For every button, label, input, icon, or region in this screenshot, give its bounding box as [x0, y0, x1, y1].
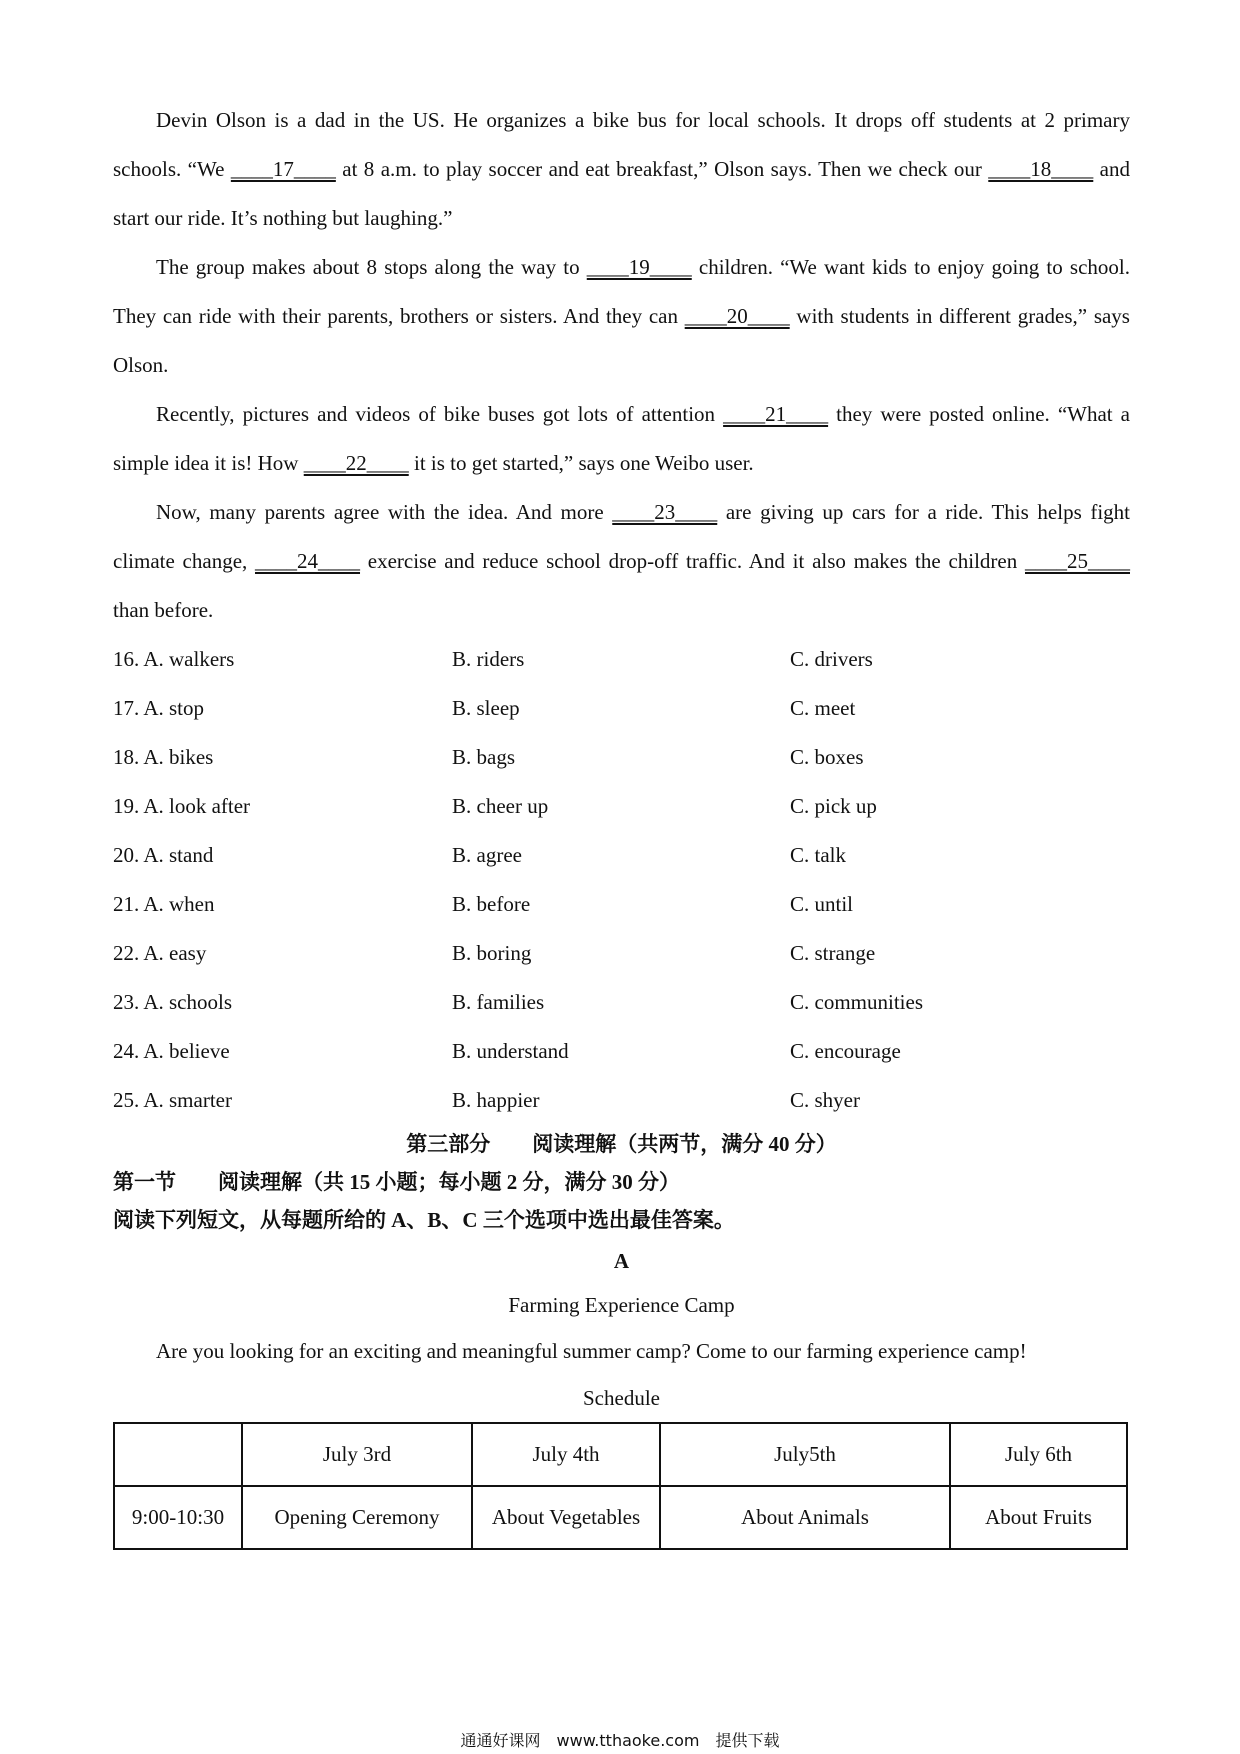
text: The group makes about 8 stops along the way to [156, 255, 587, 279]
option-row [113, 880, 1130, 929]
blank-20: ____20____ [684, 304, 790, 328]
option-row [113, 782, 1130, 831]
passage-paragraph-3 [113, 390, 1130, 488]
table-cell: Opening Ceremony [242, 1486, 472, 1549]
option-b: B. happier [452, 1088, 540, 1112]
blank-25: ____25____ [1025, 549, 1130, 573]
option-a: 16. A. walkers [113, 647, 235, 671]
table-header-cell [114, 1423, 242, 1486]
text: children. “We want kids to enjoy going to school. They can ride with their parents, brothers or sisters. And they can [113, 255, 1130, 328]
option-a: 17. A. stop [113, 696, 205, 720]
camp-intro: Are you looking for an exciting and meaningful summer camp? Come to our farming experience camp! [156, 1339, 1027, 1363]
option-row [113, 684, 1130, 733]
blank-23: ____23____ [612, 500, 718, 524]
option-c: C. pick up [790, 794, 877, 818]
text: than before. [113, 598, 214, 622]
option-a: 20. A. stand [113, 843, 214, 867]
option-a: 19. A. look after [113, 794, 251, 818]
option-c: C. encourage [790, 1039, 901, 1063]
blank-18: ____18____ [988, 157, 1094, 181]
instruction: 阅读下列短文，从每题所给的 A、B、C 三个选项中选出最佳答案。 [113, 1208, 735, 1232]
blank-19: ____19____ [586, 255, 692, 279]
option-b: B. understand [452, 1039, 569, 1063]
option-c: C. strange [790, 941, 876, 965]
schedule-table [113, 1422, 1128, 1550]
option-a: 23. A. schools [113, 990, 233, 1014]
text: Recently, pictures and videos of bike buses got lots of attention [156, 402, 724, 426]
table-header-row [114, 1423, 1127, 1486]
blank-24: ____24____ [255, 549, 361, 573]
option-b: B. families [452, 990, 545, 1014]
passage-paragraph-4 [113, 488, 1130, 635]
option-b: B. sleep [452, 696, 520, 720]
option-a: 21. A. when [113, 892, 215, 916]
text: Devin Olson is a dad in the US. He organizes a bike bus for local schools. It drops off students at 2 primary schools. “We [113, 108, 1130, 181]
option-row [113, 831, 1130, 880]
option-row [113, 1076, 1130, 1125]
table-cell: 9:00-10:30 [114, 1486, 242, 1549]
option-c: C. drivers [790, 647, 873, 671]
passage-paragraph-1 [113, 96, 1130, 243]
camp-title: Farming Experience Camp [508, 1293, 735, 1317]
blank-17: ____17____ [230, 157, 336, 181]
table-header-cell: July5th [660, 1423, 950, 1486]
text: exercise and reduce school drop-off traffic. And it also makes the children [360, 549, 1025, 573]
part3-title: 第三部分 阅读理解（共两节，满分 40 分） [406, 1132, 837, 1156]
option-b: B. cheer up [452, 794, 549, 818]
text: Now, many parents agree with the idea. And more [156, 500, 613, 524]
text: at 8 a.m. to play soccer and eat breakfast,” Olson says. Then we check our [335, 157, 989, 181]
document-page [113, 96, 1130, 1550]
option-b: B. bags [452, 745, 515, 769]
option-b: B. agree [452, 843, 522, 867]
table-row [114, 1486, 1127, 1549]
option-c: C. until [790, 892, 854, 916]
option-row [113, 635, 1130, 684]
table-cell: About Animals [660, 1486, 950, 1549]
option-a: 18. A. bikes [113, 745, 214, 769]
option-c: C. boxes [790, 745, 864, 769]
table-cell: About Fruits [950, 1486, 1127, 1549]
option-b: B. boring [452, 941, 532, 965]
blank-22: ____22____ [303, 451, 409, 475]
text: with students in different grades,” says Olson. [113, 304, 1130, 377]
text: it is to get started,” says one Weibo user. [408, 451, 754, 475]
section1-title: 第一节 阅读理解（共 15 小题；每小题 2 分，满分 30 分） [113, 1170, 680, 1194]
option-row [113, 929, 1130, 978]
option-row [113, 978, 1130, 1027]
option-a: 22. A. easy [113, 941, 207, 965]
passage-letter: A [613, 1249, 630, 1273]
option-c: C. shyer [790, 1088, 860, 1112]
option-c: C. talk [790, 843, 846, 867]
schedule-label: Schedule [583, 1386, 660, 1410]
blank-21: ____21____ [723, 402, 829, 426]
option-b: B. riders [452, 647, 525, 671]
text: are giving up cars for a ride. This helps fight climate change, [113, 500, 1131, 573]
table-header-cell: July 3rd [242, 1423, 472, 1486]
table-header-cell: July 6th [950, 1423, 1127, 1486]
option-row [113, 733, 1130, 782]
option-b: B. before [452, 892, 531, 916]
option-a: 24. A. believe [113, 1039, 230, 1063]
text: they were posted online. “What a simple idea it is! How [113, 402, 1130, 475]
table-cell: About Vegetables [472, 1486, 660, 1549]
page-footer: 通通好课网 www.tthaoke.com 提供下载 [460, 1731, 780, 1750]
passage-paragraph-2 [113, 243, 1130, 390]
table-header-cell: July 4th [472, 1423, 660, 1486]
option-row [113, 1027, 1130, 1076]
text: and start our ride. It’s nothing but laughing.” [113, 157, 1131, 230]
option-c: C. meet [790, 696, 856, 720]
answer-options [113, 635, 1130, 1125]
option-c: C. communities [790, 990, 923, 1014]
option-a: 25. A. smarter [113, 1088, 232, 1112]
